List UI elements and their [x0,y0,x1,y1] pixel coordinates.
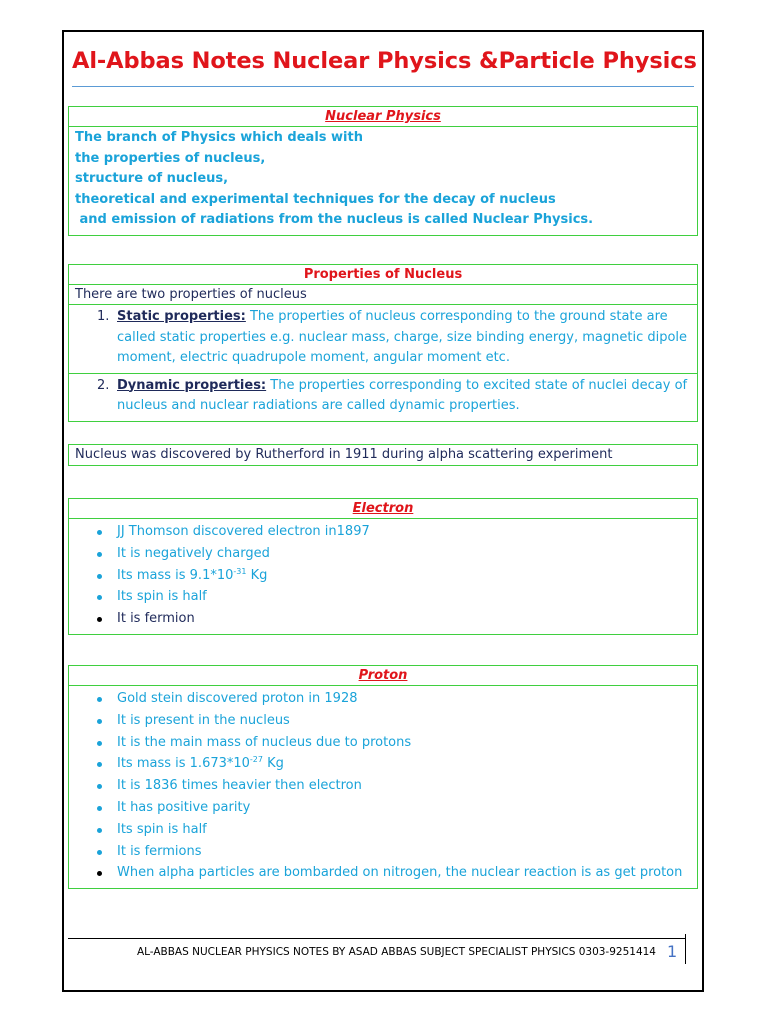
rutherford-box [68,444,698,466]
electron-heading: Electron [69,499,697,519]
definition-line: the properties of nucleus, [75,150,266,166]
footer-text: AL-ABBAS NUCLEAR PHYSICS NOTES BY ASAD ABBAS SUBJECT SPECIALIST PHYSICS 0303-9251414 [136,946,656,958]
list-item: Its spin is half [69,819,697,841]
list-item: Its spin is half [69,586,697,608]
item-number: 2. [97,377,110,393]
bullet-icon [97,762,102,767]
footer-rule [68,938,686,939]
list-item: It is 1836 times heavier then electron [69,775,697,797]
list-item: Its mass is $1.673*10^{-27}$ Kg [69,753,697,775]
bullet-icon [97,697,102,702]
definition-line: theoretical and experimental techniques for the decay of nucleus [75,191,556,207]
list-item: JJ Thomson discovered electron in1897 [69,521,697,543]
definition-line: and emission of radiations from the nucleus is called Nuclear Physics. [75,212,594,227]
bullet-icon [97,595,102,600]
list-item: It is negatively charged [69,543,697,565]
title-underline [72,86,694,87]
bullet-icon [97,850,102,855]
dynamic-properties-item [69,374,697,421]
bullet-icon [97,617,102,622]
rutherford-statement: Nucleus was discovered by Rutherford in 1911 during alpha scattering experiment [75,447,613,462]
properties-heading: Properties of Nucleus [69,265,697,285]
proton-box [68,665,698,889]
static-properties-item [69,305,697,374]
bullet-icon [97,871,102,876]
list-item: It is fermions [69,841,697,863]
list-item: When alpha particles are bombarded on nitrogen, the nuclear reaction is as get proton [69,862,697,884]
item-number: 1. [97,309,110,324]
page-number: 1 [667,942,678,961]
properties-box [68,264,698,422]
bullet-icon [97,552,102,557]
electron-box [68,498,698,635]
list-item: It is the main mass of nucleus due to protons [69,732,697,754]
bullet-icon [97,741,102,746]
dynamic-properties-text: The properties corresponding to excited state of nuclei decay of nucleus and nuclear radiations are called dynamic properties. [117,377,688,413]
list-item: It is fermion [69,608,697,630]
document-title: Al-Abbas Notes Nuclear Physics &Particle Physics [72,48,697,74]
dynamic-properties-term: Dynamic properties: [117,377,267,393]
footer-divider [685,934,686,964]
bullet-icon [97,574,102,579]
bullet-icon [97,784,102,789]
static-properties-term: Static properties: [117,309,246,324]
list-item: Gold stein discovered proton in 1928 [69,688,697,710]
nuclear-physics-heading: Nuclear Physics [69,107,697,127]
bullet-icon [97,719,102,724]
nuclear-physics-box [68,106,698,236]
definition-line: structure of nucleus, [75,171,229,186]
definition-line: The branch of Physics which deals with [75,130,363,145]
properties-intro: There are two properties of nucleus [69,285,697,305]
list-item: It is present in the nucleus [69,710,697,732]
nuclear-physics-definition [69,127,697,235]
proton-list [69,686,697,888]
proton-heading: Proton [69,666,697,686]
bullet-icon [97,806,102,811]
static-properties-text: The properties of nucleus corresponding to the ground state are called static properties e.g. nuclear mass, charge, size binding energy, magnetic dipole moment, electric quadrupole moment, angular moment etc. [117,309,688,365]
electron-list [69,519,697,634]
bullet-icon [97,828,102,833]
list-item: It has positive parity [69,797,697,819]
bullet-icon [97,530,102,535]
list-item: Its mass is $9.1*10^{-31}$ Kg [69,565,697,587]
